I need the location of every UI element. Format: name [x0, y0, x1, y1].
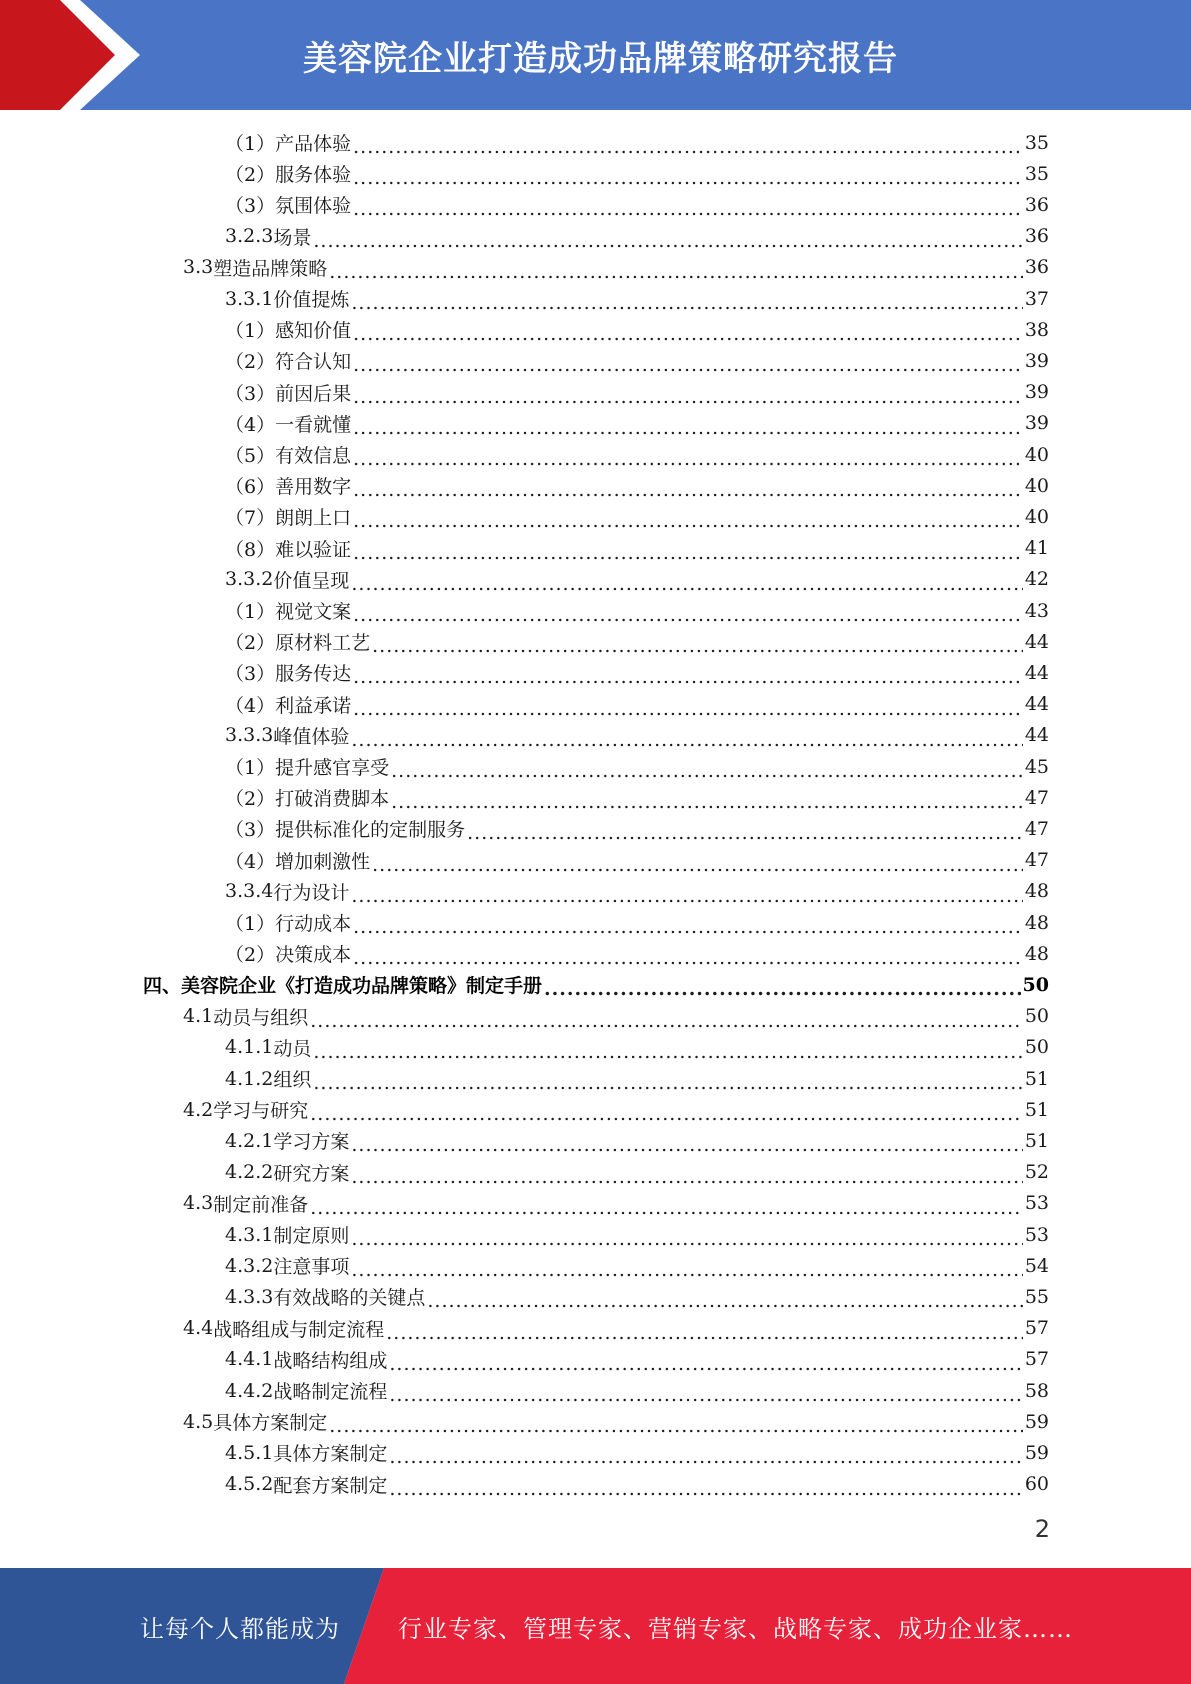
- toc-entry-number: （1）: [225, 757, 276, 779]
- toc-dot-leader: [353, 920, 1023, 938]
- toc-entry-page: 58: [1024, 1379, 1049, 1402]
- toc-entry-title: 制定前准备: [213, 1193, 309, 1216]
- toc-dot-leader: [351, 1170, 1022, 1188]
- toc-entry-number: 4.2.2: [225, 1161, 274, 1184]
- toc-dot-leader: [351, 733, 1022, 751]
- toc-entry[interactable]: [225, 1469, 1049, 1500]
- toc-entry-title: 具体方案制定: [273, 1443, 388, 1466]
- toc-entry[interactable]: [225, 564, 1049, 595]
- toc-entry-title: 学习与研究: [213, 1100, 309, 1123]
- toc-entry-number: 4.4.1: [225, 1348, 274, 1371]
- toc-entry-title: 注意事项: [273, 1256, 350, 1279]
- toc-dot-leader: [353, 421, 1023, 439]
- toc-entry-page: 48: [1024, 942, 1049, 965]
- toc-entry-number: 4.3.1: [225, 1223, 274, 1246]
- toc-entry-number: 4.1: [183, 1005, 214, 1028]
- toc-entry-number: （3）: [225, 195, 276, 218]
- toc-entry-title: 原材料工艺: [275, 632, 371, 655]
- toc-entry-page: 48: [1024, 880, 1049, 903]
- toc-dot-leader: [372, 639, 1023, 657]
- toc-dot-leader: [351, 1138, 1022, 1156]
- toc-entry-number: 3.3.3: [225, 724, 274, 747]
- toc-entry-number: （4）: [225, 413, 276, 436]
- toc-entry[interactable]: [225, 470, 1049, 501]
- toc-entry-page: 53: [1024, 1223, 1049, 1246]
- toc-entry[interactable]: [143, 969, 1049, 1000]
- toc-entry[interactable]: [183, 1094, 1049, 1125]
- toc-entry-number: （2）: [225, 351, 276, 374]
- toc-dot-leader: [313, 1076, 1022, 1094]
- toc-entry-page: 37: [1024, 287, 1049, 310]
- toc-dot-leader: [389, 1388, 1022, 1406]
- toc-dot-leader: [353, 390, 1023, 408]
- toc-entry-page: 50: [1024, 1005, 1049, 1028]
- toc-entry-title: 研究方案: [273, 1162, 350, 1185]
- toc-dot-leader: [391, 764, 1023, 782]
- page-footer: [0, 1568, 1191, 1684]
- toc-entry-number: 4.1.1: [225, 1036, 274, 1059]
- toc-entry-title: 一看就懂: [275, 413, 352, 436]
- toc-dot-leader: [389, 1357, 1022, 1375]
- toc-entry-page: 40: [1024, 505, 1049, 528]
- toc-entry-number: 3.3.1: [225, 287, 274, 310]
- toc-entry-number: （3）: [225, 382, 276, 405]
- toc-entry-title: 学习方案: [273, 1131, 350, 1154]
- toc-dot-leader: [389, 1450, 1022, 1468]
- toc-entry-page: 51: [1024, 1129, 1049, 1152]
- toc-entry[interactable]: [225, 689, 1049, 720]
- toc-entry-title: 战略制定流程: [273, 1381, 388, 1403]
- toc-entry-page: 40: [1024, 474, 1049, 497]
- toc-dot-leader: [353, 483, 1023, 501]
- toc-dot-leader: [353, 140, 1023, 158]
- toc-entry[interactable]: [225, 189, 1049, 220]
- toc-entry-title: 增加刺激性: [275, 850, 371, 873]
- toc-entry-title: 朗朗上口: [275, 507, 352, 530]
- toc-dot-leader: [351, 1232, 1022, 1250]
- toc-entry-number: 4.1.2: [225, 1067, 274, 1090]
- toc-entry[interactable]: [225, 1437, 1049, 1468]
- toc-dot-leader: [353, 702, 1023, 720]
- toc-entry-page: 39: [1024, 412, 1049, 435]
- toc-dot-leader: [353, 358, 1023, 376]
- toc-entry-page: 51: [1024, 1067, 1049, 1090]
- toc-dot-leader: [353, 171, 1023, 189]
- toc-entry-page: 59: [1024, 1410, 1049, 1433]
- toc-entry-number: 3.3: [183, 256, 214, 279]
- toc-entry[interactable]: [225, 938, 1049, 969]
- toc-entry-title: 符合认知: [275, 351, 352, 374]
- toc-entry[interactable]: [183, 1406, 1049, 1437]
- toc-entry[interactable]: [183, 1313, 1049, 1344]
- header-arrow-icon: [0, 0, 160, 110]
- toc-entry-page: 42: [1024, 568, 1049, 591]
- toc-entry-number: 3.2.3: [225, 225, 274, 248]
- toc-entry-number: 4.4.2: [225, 1379, 274, 1402]
- toc-dot-leader: [310, 1107, 1023, 1125]
- toc-entry-title: 塑造品牌策略: [213, 257, 328, 280]
- toc-entry-title: 动员与组织: [213, 1006, 309, 1029]
- toc-entry-title: 场景: [273, 226, 312, 249]
- toc-dot-leader: [353, 951, 1023, 969]
- toc-entry-number: （2）: [225, 632, 276, 655]
- toc-entry-title: 行为设计: [273, 881, 350, 904]
- toc-dot-leader: [353, 670, 1023, 688]
- toc-entry[interactable]: [225, 501, 1049, 532]
- toc-entry-title: 提供标准化的定制服务: [275, 819, 466, 842]
- toc-dot-leader: [310, 1201, 1023, 1219]
- toc-entry-page: 51: [1024, 1098, 1049, 1121]
- toc-dot-leader: [353, 514, 1023, 532]
- toc-entry[interactable]: [225, 1157, 1049, 1188]
- toc-entry-title: 难以验证: [275, 538, 352, 561]
- toc-dot-leader: [313, 234, 1022, 252]
- toc-dot-leader: [351, 296, 1022, 314]
- toc-dot-leader: [313, 1045, 1022, 1063]
- toc-entry[interactable]: [225, 876, 1049, 907]
- toc-dot-leader: [544, 982, 1021, 1000]
- footer-slogan-right: 行业专家、管理专家、营销专家、战略专家、成功企业家……: [398, 1614, 1073, 1643]
- toc-entry-number: （7）: [225, 507, 276, 530]
- toc-entry-title: 峰值体验: [273, 725, 350, 748]
- toc-entry-page: 41: [1024, 537, 1049, 560]
- toc-entry[interactable]: [225, 751, 1049, 782]
- toc-entry[interactable]: [183, 1188, 1049, 1219]
- toc-dot-leader: [391, 795, 1023, 813]
- toc-entry-page: 36: [1024, 225, 1049, 248]
- toc-entry-title: 决策成本: [275, 944, 352, 967]
- report-title: 美容院企业打造成功品牌策略研究报告: [303, 38, 898, 79]
- toc-entry-title: 服务传达: [275, 663, 352, 686]
- toc-entry-title: 善用数字: [275, 476, 352, 499]
- toc-entry-page: 47: [1024, 849, 1049, 872]
- toc-dot-leader: [467, 826, 1023, 844]
- toc-entry-title: 提升感官享受: [275, 757, 390, 779]
- toc-entry-number: 4.3.2: [225, 1254, 274, 1277]
- toc-entry-title: 行动成本: [275, 913, 352, 935]
- toc-entry[interactable]: [225, 345, 1049, 376]
- toc-entry-title: 具体方案制定: [213, 1412, 328, 1435]
- toc-entry[interactable]: [225, 1281, 1049, 1312]
- toc-entry-page: 38: [1024, 318, 1049, 341]
- toc-dot-leader: [329, 1419, 1023, 1437]
- toc-entry[interactable]: [225, 1250, 1049, 1281]
- toc-dot-leader: [353, 608, 1023, 626]
- toc-entry[interactable]: [225, 127, 1049, 158]
- toc-entry-number: 4.2.1: [225, 1129, 274, 1152]
- toc-entry[interactable]: [225, 782, 1049, 813]
- toc-entry-page: 45: [1024, 755, 1049, 778]
- toc-entry[interactable]: [225, 1063, 1049, 1094]
- toc-entry-page: 57: [1024, 1317, 1049, 1340]
- toc-entry-number: （1）: [225, 320, 276, 343]
- toc-entry[interactable]: [225, 314, 1049, 345]
- toc-entry[interactable]: [225, 845, 1049, 876]
- toc-entry-number: 4.5.2: [225, 1473, 274, 1496]
- toc-entry[interactable]: [225, 657, 1049, 688]
- toc-entry[interactable]: [225, 1032, 1049, 1063]
- toc-entry-number: 4.5.1: [225, 1441, 274, 1464]
- toc-entry-page: 50: [1024, 1036, 1049, 1059]
- toc-entry-title: 价值呈现: [273, 569, 350, 592]
- toc-entry-number: （6）: [225, 476, 276, 499]
- toc-entry[interactable]: [225, 1219, 1049, 1250]
- toc-entry-page: 44: [1024, 661, 1049, 684]
- toc-dot-leader: [351, 889, 1022, 907]
- toc-entry-title: 氛围体验: [275, 195, 352, 218]
- toc-dot-leader: [329, 265, 1023, 283]
- page-number: 2: [1034, 1515, 1050, 1543]
- toc-entry-page: 52: [1024, 1161, 1049, 1184]
- toc-entry[interactable]: [225, 1125, 1049, 1156]
- toc-entry-page: 50: [1022, 973, 1049, 996]
- toc-entry-page: 36: [1024, 193, 1049, 216]
- toc-entry-page: 43: [1024, 599, 1049, 622]
- toc-entry-number: 4.5: [183, 1410, 214, 1433]
- toc-entry-page: 35: [1024, 162, 1049, 185]
- toc-entry[interactable]: [225, 626, 1049, 657]
- toc-entry[interactable]: [225, 439, 1049, 470]
- toc-entry-page: 59: [1024, 1441, 1049, 1464]
- toc-entry[interactable]: [225, 907, 1049, 938]
- toc-entry-title: 战略组成与制定流程: [213, 1318, 385, 1341]
- toc-entry[interactable]: [225, 533, 1049, 564]
- toc-entry-title: 战略结构组成: [273, 1349, 388, 1372]
- toc-entry-title: 价值提炼: [273, 289, 350, 311]
- toc-entry[interactable]: [225, 408, 1049, 439]
- toc-entry-title: 感知价值: [275, 320, 352, 343]
- toc-entry-number: 3.3.2: [225, 568, 274, 591]
- page-header: [0, 0, 1191, 110]
- toc-entry-title: 组织: [273, 1069, 312, 1091]
- toc-entry-page: 36: [1024, 256, 1049, 279]
- toc-entry-number: （2）: [225, 164, 276, 187]
- toc-entry[interactable]: [183, 252, 1049, 283]
- toc-entry-number: （3）: [225, 663, 276, 686]
- toc-entry-page: 48: [1024, 911, 1049, 934]
- toc-entry-number: （1）: [225, 601, 276, 623]
- toc-entry[interactable]: [225, 1344, 1049, 1375]
- toc-entry-number: 4.2: [183, 1098, 214, 1121]
- toc-entry-title: 制定原则: [273, 1225, 350, 1247]
- toc-entry-number: （4）: [225, 850, 276, 873]
- toc-dot-leader: [386, 1326, 1023, 1344]
- toc-entry-number: （8）: [225, 538, 276, 561]
- toc-entry-page: 57: [1024, 1348, 1049, 1371]
- toc-dot-leader: [427, 1294, 1022, 1312]
- toc-entry-title: 服务体验: [275, 164, 352, 187]
- toc-entry[interactable]: [225, 595, 1049, 626]
- toc-entry-number: （3）: [225, 819, 276, 842]
- toc-entry-number: 4.3: [183, 1192, 214, 1215]
- toc-entry-title: 产品体验: [275, 133, 352, 155]
- toc-dot-leader: [389, 1482, 1022, 1500]
- toc-entry-number: 3.3.4: [225, 880, 274, 903]
- toc-entry-number: （1）: [225, 133, 276, 155]
- toc-dot-leader: [353, 202, 1023, 220]
- toc-entry-title: 配套方案制定: [273, 1474, 388, 1497]
- toc-dot-leader: [351, 577, 1022, 595]
- toc-dot-leader: [372, 858, 1023, 876]
- toc-entry-title: 前因后果: [275, 382, 352, 405]
- toc-entry-page: 55: [1024, 1285, 1049, 1308]
- toc-entry-page: 60: [1024, 1473, 1049, 1496]
- toc-entry-title: 四、美容院企业《打造成功品牌策略》制定手册: [143, 975, 543, 998]
- toc-entry-title: 打破消费脚本: [275, 788, 390, 811]
- toc-entry[interactable]: [225, 813, 1049, 844]
- toc-entry-page: 40: [1024, 443, 1049, 466]
- toc-dot-leader: [353, 452, 1023, 470]
- toc-entry-title: 利益承诺: [275, 694, 352, 717]
- toc-entry-number: （5）: [225, 445, 276, 467]
- toc-entry-page: 44: [1024, 693, 1049, 716]
- toc-entry[interactable]: [225, 377, 1049, 408]
- toc-entry-number: （2）: [225, 788, 276, 811]
- toc-entry-page: 53: [1024, 1192, 1049, 1215]
- toc-entry-number: （4）: [225, 694, 276, 717]
- toc-dot-leader: [353, 327, 1023, 345]
- footer-slogan-left: 让每个人都能成为: [140, 1614, 340, 1643]
- toc-entry-page: 47: [1024, 786, 1049, 809]
- toc-dot-leader: [353, 546, 1023, 564]
- toc-entry-number: 4.4: [183, 1317, 214, 1340]
- toc-entry-page: 44: [1024, 724, 1049, 747]
- toc-entry-page: 39: [1024, 349, 1049, 372]
- toc-entry[interactable]: [183, 1001, 1049, 1032]
- toc-entry-page: 35: [1024, 131, 1049, 154]
- toc-entry-page: 47: [1024, 817, 1049, 840]
- toc-entry-title: 视觉文案: [275, 601, 352, 623]
- toc-entry-number: （1）: [225, 913, 276, 935]
- toc-entry-number: （2）: [225, 944, 276, 967]
- toc-entry[interactable]: [225, 283, 1049, 314]
- toc-entry-title: 动员: [273, 1037, 312, 1060]
- toc-entry-page: 54: [1024, 1254, 1049, 1277]
- toc-entry-title: 有效战略的关键点: [273, 1287, 426, 1310]
- toc-entry[interactable]: [225, 158, 1049, 189]
- toc-entry-number: 4.3.3: [225, 1285, 274, 1308]
- toc-entry-page: 44: [1024, 630, 1049, 653]
- toc-entry-page: 39: [1024, 381, 1049, 404]
- toc-entry[interactable]: [225, 1375, 1049, 1406]
- toc-entry[interactable]: [225, 720, 1049, 751]
- toc-entry[interactable]: [225, 221, 1049, 252]
- toc-dot-leader: [351, 1263, 1022, 1281]
- toc-entry-title: 有效信息: [275, 445, 352, 467]
- toc-dot-leader: [310, 1014, 1023, 1032]
